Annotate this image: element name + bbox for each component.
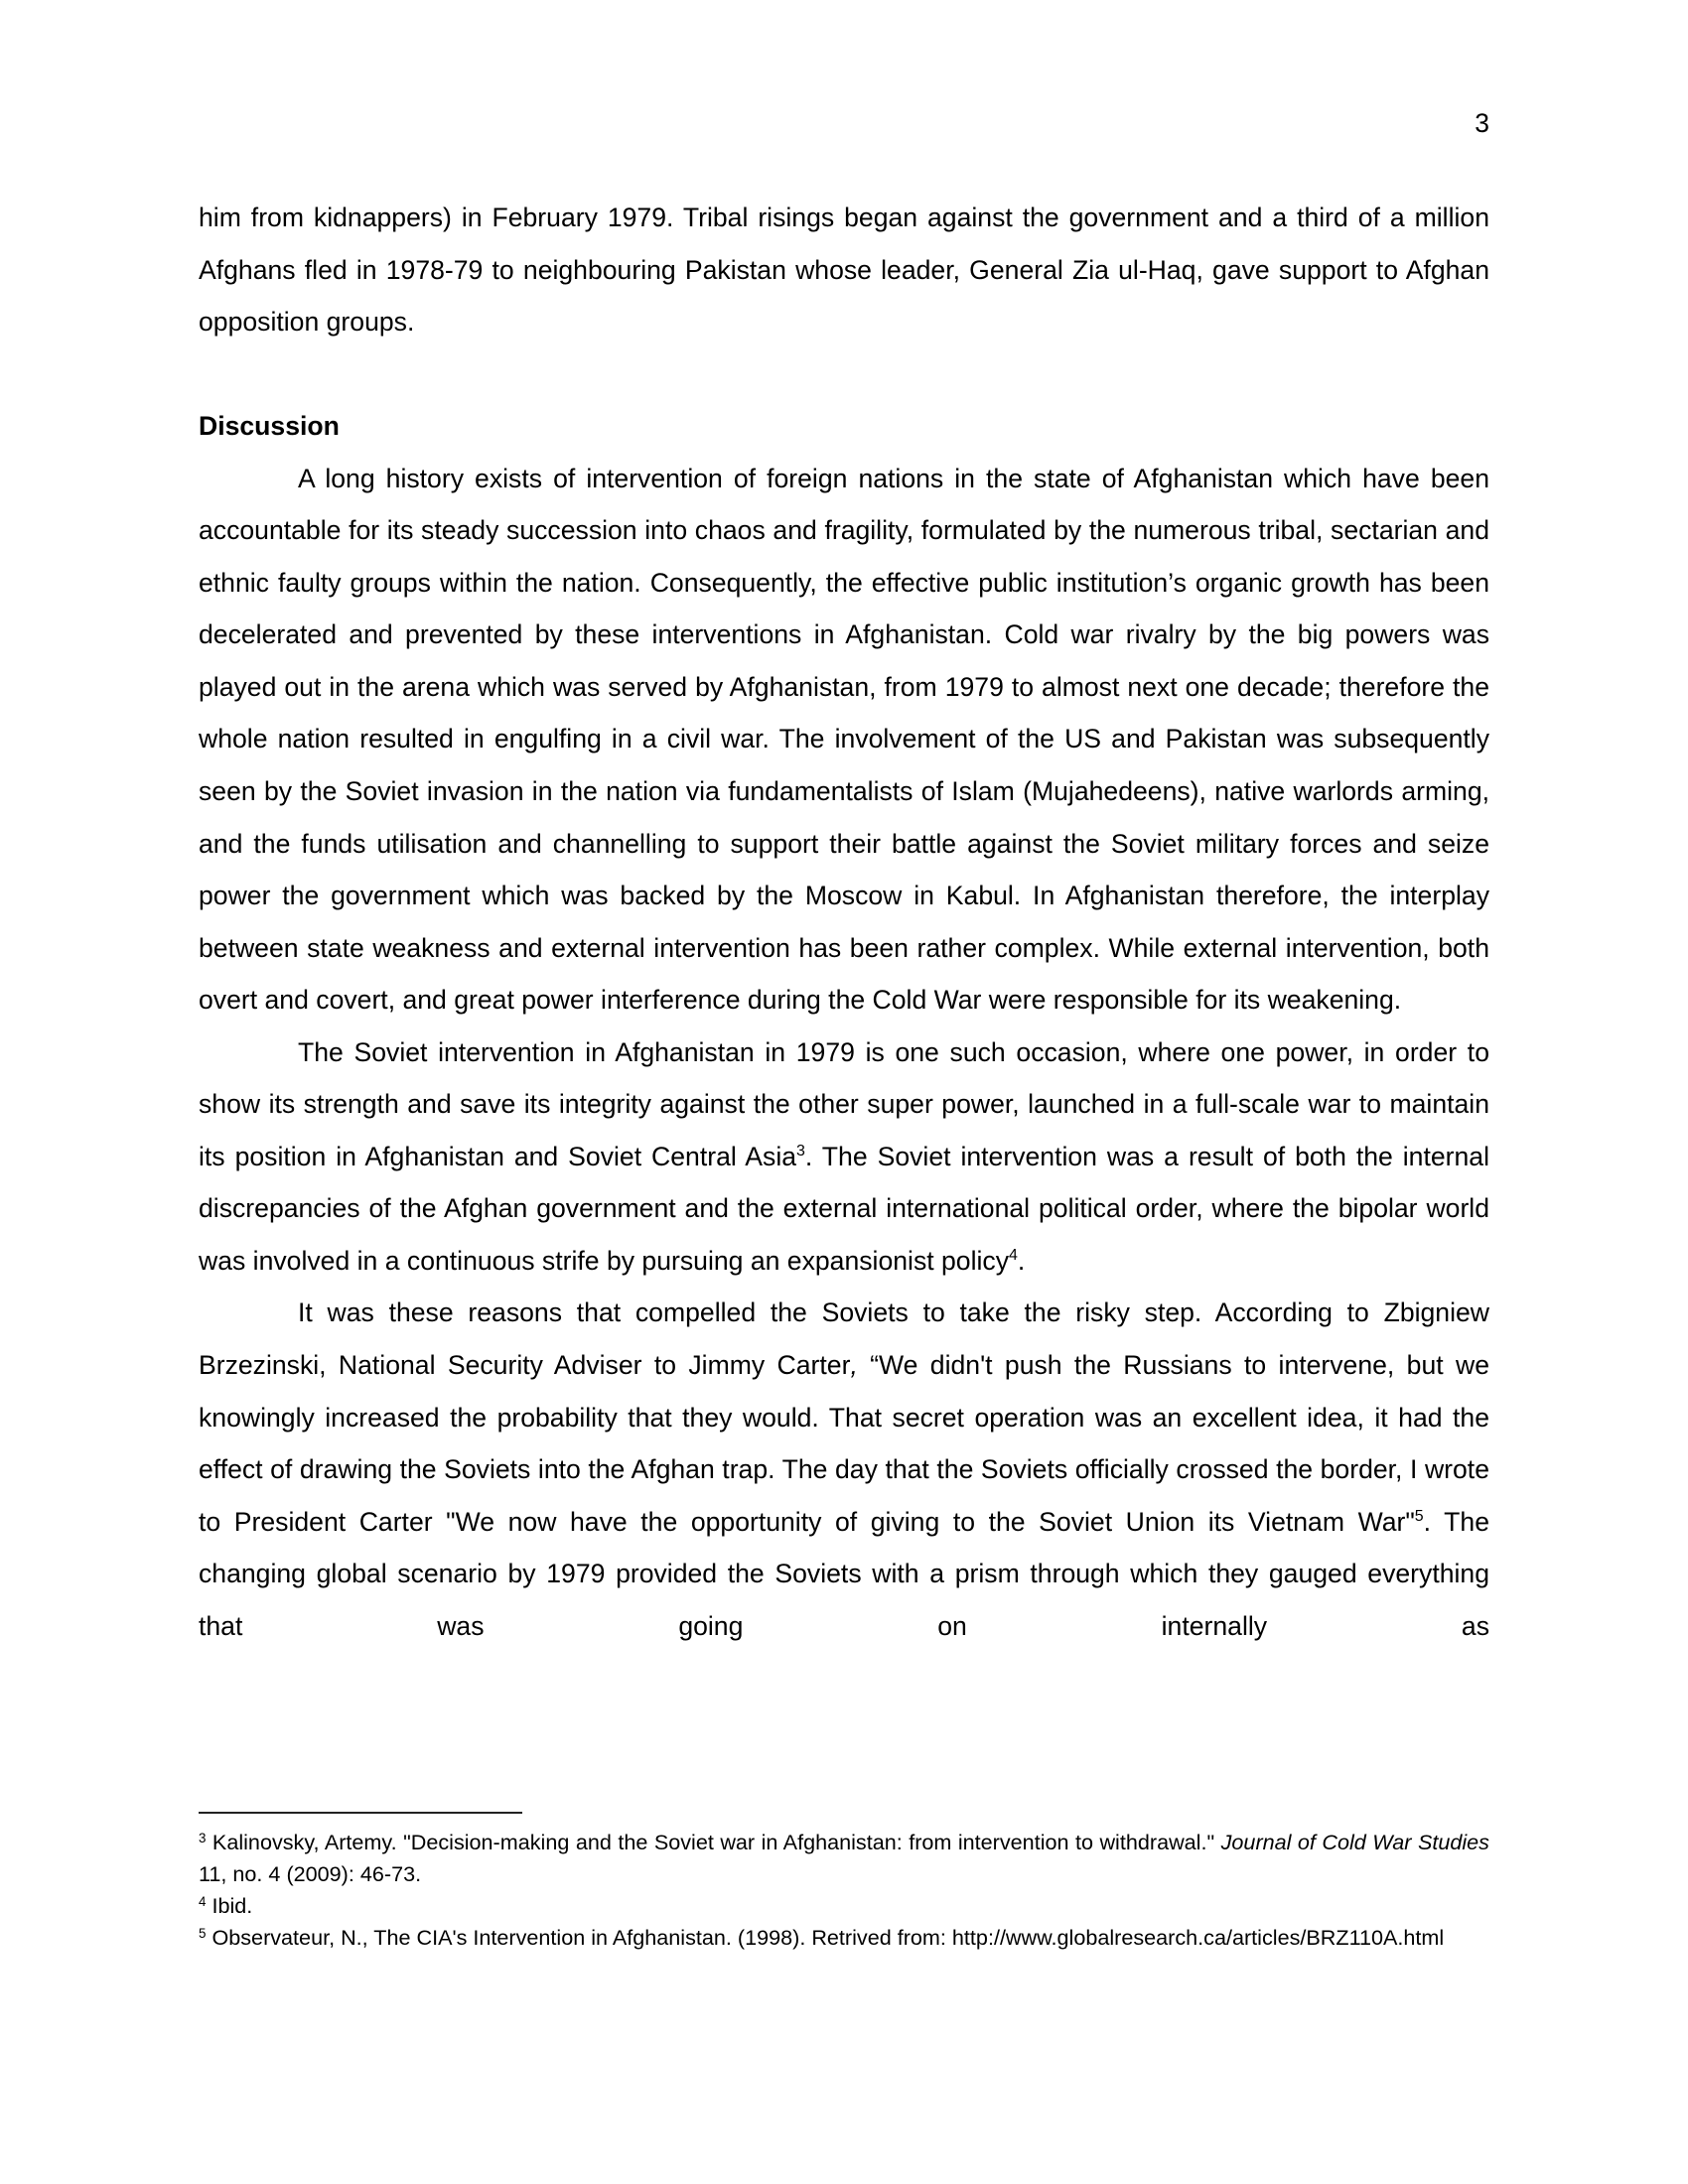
footnote-text: Observateur, N., The CIA's Intervention in Afghanistan. (1998). Retrived from: http://www.globalresearch.ca/articles/BRZ110A.html [206, 1925, 1445, 1950]
paragraph-text: . The Soviet intervention was a result of both the internal discrepancies of the Afghan government and the external international political order, where the bipolar world was involved in a continuous strife by pursuing an expansionist policy [199, 1141, 1489, 1276]
footnote-4 [199, 1890, 1489, 1922]
footnote-3 [199, 1827, 1489, 1890]
paragraph-spacer [199, 348, 1489, 401]
discussion-paragraph-2 [199, 1026, 1489, 1288]
paragraph-text: . [1017, 1245, 1026, 1276]
footnote-number: 3 [199, 1830, 207, 1845]
footnote-5 [199, 1922, 1489, 1954]
paragraph-text: The Soviet intervention in Afghanistan in 1979 is one such occasion, where one power, in order to show its strength and save its integrity against the other super power, launched in a full-scale war to maintain its position in Afghanistan and Soviet Central Asia [199, 1036, 1489, 1171]
footnote-reference-4[interactable]: 4 [1009, 1247, 1018, 1265]
footnote-reference-3[interactable]: 3 [796, 1143, 805, 1160]
document-body [199, 192, 1489, 1652]
footnote-text: 11, no. 4 (2009): 46-73. [199, 1861, 422, 1886]
discussion-paragraph-1: A long history exists of intervention of foreign nations in the state of Afghanistan which have been accountable for its steady succession into chaos and fragility, formulated by the numerous tribal, sectarian and ethnic faulty groups within the nation. Consequently, the effective public institution’s organic growth has been decelerated and prevented by these interventions in Afghanistan. Cold war rivalry by the big powers was played out in the arena which was served by Afghanistan, from 1979 to almost next one decade; therefore the whole nation resulted in engulfing in a civil war. The involvement of the US and Pakistan was subsequently seen by the Soviet invasion in the nation via fundamentalists of Islam (Mujahedeens), native warlords arming, and the funds utilisation and channelling to support their battle against the Soviet military forces and seize power the government which was backed by the Moscow in Kabul. In Afghanistan therefore, the interplay between state weakness and external intervention has been rather complex. While external intervention, both overt and covert, and great power interference during the Cold War were responsible for its weakening. [199, 463, 1489, 1016]
footnote-number: 5 [199, 1925, 207, 1941]
footnote-text: Kalinovsky, Artemy. "Decision-making and the Soviet war in Afghanistan: from intervention to withdrawal." [206, 1830, 1221, 1854]
footnote-reference-5[interactable]: 5 [1414, 1508, 1424, 1526]
carryover-paragraph: him from kidnappers) in February 1979. Tribal risings began against the government and a third of a million Afghans fled in 1978-79 to neighbouring Pakistan whose leader, General Zia ul-Haq, gave support to Afghan opposition groups. [199, 203, 1489, 338]
paragraph-text: . The changing global scenario by 1979 provided the Soviets with a prism through which they gauged everything that was going on internally as [199, 1506, 1489, 1641]
italic-comma: , [850, 1350, 858, 1381]
footnotes-section [199, 1827, 1489, 1954]
paragraph-text: It was these reasons that compelled the Soviets to take the risky step. According to Zbigniew Brzezinski, National Security Adviser to Jimmy Carter [199, 1297, 1489, 1381]
discussion-paragraph-3 [199, 1287, 1489, 1652]
footnote-text: Ibid. [206, 1893, 253, 1918]
footnote-separator [199, 1812, 522, 1814]
paragraph-text: “We didn't push the Russians to intervene, but we knowingly increased the probability that they would. That secret operation was an excellent idea, it had the effect of drawing the Soviets into the Afghan trap. The day that the Soviets officially crossed the border, I wrote to President Carter "We now have the opportunity of giving to the Soviet Union its Vietnam War" [199, 1350, 1489, 1537]
page-number: 3 [1475, 108, 1489, 138]
footnote-journal-title: Journal of Cold War Studies [1220, 1830, 1489, 1854]
section-heading-discussion: Discussion [199, 411, 340, 442]
footnote-number: 4 [199, 1893, 207, 1909]
